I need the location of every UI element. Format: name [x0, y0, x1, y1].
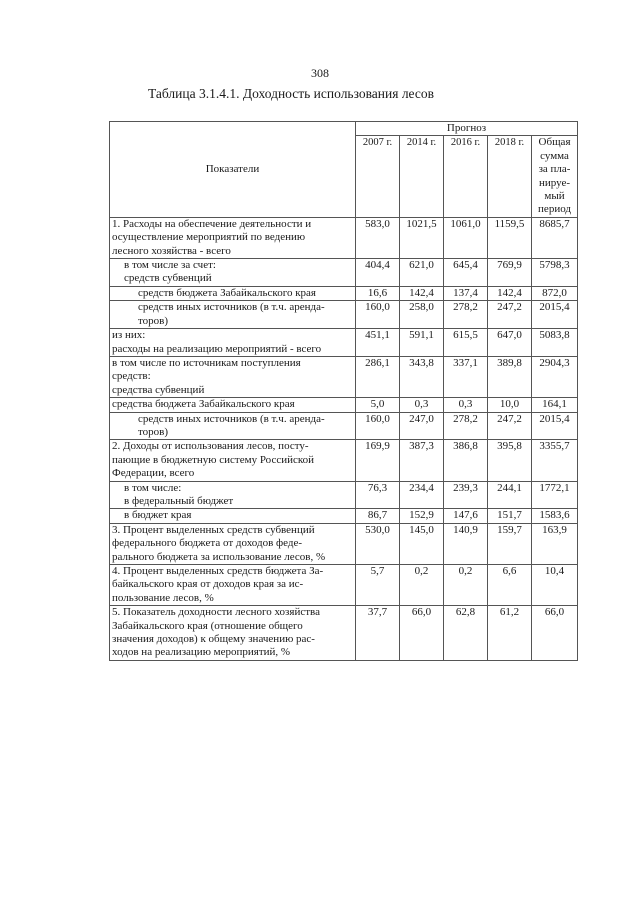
header-total-line: период — [538, 203, 571, 216]
row-value: 247,2 — [488, 412, 532, 440]
row-value: 164,1 — [532, 398, 578, 412]
row-value: 1021,5 — [400, 217, 444, 258]
row-value: 278,2 — [444, 412, 488, 440]
row-label-line: лесного хозяйства - всего — [112, 244, 231, 257]
row-label — [110, 398, 356, 412]
row-value: 0,2 — [400, 565, 444, 606]
row-value: 10,0 — [488, 398, 532, 412]
row-label-line: средств бюджета Забайкальского края — [138, 286, 316, 299]
table-row — [110, 509, 578, 523]
row-label — [110, 481, 356, 509]
row-value: 5,7 — [356, 565, 400, 606]
row-value: 278,2 — [444, 301, 488, 329]
row-value: 343,8 — [400, 356, 444, 397]
row-label — [110, 606, 356, 661]
row-value: 152,9 — [400, 509, 444, 523]
row-value: 61,2 — [488, 606, 532, 661]
row-label-line: средства субвенций — [112, 383, 205, 396]
table-row — [110, 440, 578, 481]
row-label — [110, 329, 356, 357]
row-label-line: пающие в бюджетную систему Российской — [112, 453, 315, 466]
row-value: 234,4 — [400, 481, 444, 509]
row-label — [110, 356, 356, 397]
row-value: 66,0 — [532, 606, 578, 661]
row-value: 615,5 — [444, 329, 488, 357]
row-label-line: рального бюджета за использование лесов, % — [112, 550, 326, 563]
row-value: 159,7 — [488, 523, 532, 564]
row-value: 2015,4 — [532, 412, 578, 440]
table-row — [110, 217, 578, 258]
row-value: 2015,4 — [532, 301, 578, 329]
row-label — [110, 217, 356, 258]
row-value: 76,3 — [356, 481, 400, 509]
row-value: 1772,1 — [532, 481, 578, 509]
row-label-line: в том числе: — [124, 481, 182, 494]
row-value: 86,7 — [356, 509, 400, 523]
row-value: 147,6 — [444, 509, 488, 523]
row-value: 1583,6 — [532, 509, 578, 523]
row-label-line: в том числе по источникам поступления — [112, 356, 301, 369]
row-value: 140,9 — [444, 523, 488, 564]
row-label-line: осуществление мероприятий по ведению — [112, 231, 306, 244]
row-label — [110, 523, 356, 564]
row-label-line: торов) — [138, 425, 169, 438]
header-row-forecast — [110, 122, 578, 136]
row-value: 621,0 — [400, 259, 444, 287]
row-value: 872,0 — [532, 286, 578, 300]
table-row — [110, 356, 578, 397]
header-indicator: Показатели — [110, 122, 356, 218]
row-value: 769,9 — [488, 259, 532, 287]
header-total-line: сумма — [540, 149, 569, 162]
row-label-line: средств иных источников (в т.ч. аренда- — [138, 412, 325, 425]
row-value: 137,4 — [444, 286, 488, 300]
row-value: 451,1 — [356, 329, 400, 357]
row-value: 647,0 — [488, 329, 532, 357]
row-value: 258,0 — [400, 301, 444, 329]
row-label-line: 3. Процент выделенных средств субвенций — [112, 523, 315, 536]
row-value: 395,8 — [488, 440, 532, 481]
row-label-line: в бюджет края — [124, 509, 192, 522]
row-value: 1159,5 — [488, 217, 532, 258]
row-label-line: 5. Показатель доходности лесного хозяйства — [112, 606, 320, 619]
row-value: 151,7 — [488, 509, 532, 523]
row-value: 530,0 — [356, 523, 400, 564]
table-row — [110, 481, 578, 509]
row-label — [110, 301, 356, 329]
row-value: 1061,0 — [444, 217, 488, 258]
table-row — [110, 301, 578, 329]
table-row — [110, 565, 578, 606]
page-number: 308 — [311, 66, 329, 80]
row-value: 0,3 — [400, 398, 444, 412]
row-label — [110, 286, 356, 300]
row-value: 169,9 — [356, 440, 400, 481]
row-label — [110, 412, 356, 440]
row-label — [110, 440, 356, 481]
row-value: 239,3 — [444, 481, 488, 509]
row-value: 3355,7 — [532, 440, 578, 481]
table-body — [110, 217, 578, 660]
row-value: 337,1 — [444, 356, 488, 397]
row-value: 244,1 — [488, 481, 532, 509]
row-label — [110, 509, 356, 523]
header-year: 2016 г. — [444, 136, 488, 217]
row-label-line: значения доходов) к общему значению рас- — [112, 633, 315, 646]
row-value: 10,4 — [532, 565, 578, 606]
row-value: 591,1 — [400, 329, 444, 357]
row-label-line: средства бюджета Забайкальского края — [112, 398, 295, 411]
row-value: 142,4 — [488, 286, 532, 300]
row-value: 0,2 — [444, 565, 488, 606]
row-label-line: в федеральный бюджет — [124, 494, 234, 507]
row-label-line: из них: — [112, 329, 146, 342]
row-label-line: байкальского края от доходов края за ис- — [112, 578, 304, 591]
row-value: 16,6 — [356, 286, 400, 300]
row-value: 404,4 — [356, 259, 400, 287]
row-label-line: расходы на реализацию мероприятий - всего — [112, 342, 322, 355]
header-total — [532, 136, 578, 217]
row-label-line: ходов на реализацию мероприятий, % — [112, 646, 291, 659]
row-label-line: Федерации, всего — [112, 467, 195, 480]
row-label-line: 4. Процент выделенных средств бюджета За- — [112, 565, 324, 577]
header-total-line: мый — [544, 190, 565, 203]
row-value: 286,1 — [356, 356, 400, 397]
row-value: 386,8 — [444, 440, 488, 481]
header-year: 2018 г. — [488, 136, 532, 217]
table-row — [110, 606, 578, 661]
row-value: 0,3 — [444, 398, 488, 412]
row-value: 66,0 — [400, 606, 444, 661]
row-value: 5083,8 — [532, 329, 578, 357]
header-total-line: Общая — [538, 136, 571, 149]
row-value: 2904,3 — [532, 356, 578, 397]
row-value: 160,0 — [356, 301, 400, 329]
row-label-line: средств иных источников (в т.ч. аренда- — [138, 301, 325, 314]
row-label-line: 1. Расходы на обеспечение деятельности и — [112, 217, 312, 230]
row-value: 247,0 — [400, 412, 444, 440]
row-value: 8685,7 — [532, 217, 578, 258]
row-label-line: средств: — [112, 370, 151, 383]
row-value: 145,0 — [400, 523, 444, 564]
table-title: Таблица 3.1.4.1. Доходность использования лесов — [148, 86, 434, 101]
row-label — [110, 259, 356, 287]
row-label-line: пользование лесов, % — [112, 591, 214, 604]
row-value: 247,2 — [488, 301, 532, 329]
row-label-line: торов) — [138, 314, 169, 327]
row-value: 160,0 — [356, 412, 400, 440]
row-label-line: Забайкальского края (отношение общего — [112, 619, 303, 632]
row-value: 6,6 — [488, 565, 532, 606]
table-row — [110, 412, 578, 440]
row-value: 387,3 — [400, 440, 444, 481]
table-row — [110, 286, 578, 300]
table-row — [110, 329, 578, 357]
table-row — [110, 259, 578, 287]
row-value: 645,4 — [444, 259, 488, 287]
header-forecast: Прогноз — [356, 122, 578, 136]
header-total-line: за пла- — [538, 163, 571, 176]
row-label-line: 2. Доходы от использования лесов, посту- — [112, 440, 309, 453]
row-value: 5,0 — [356, 398, 400, 412]
row-value: 583,0 — [356, 217, 400, 258]
row-label-line: федерального бюджета от доходов феде- — [112, 537, 303, 550]
table-row — [110, 523, 578, 564]
row-value: 142,4 — [400, 286, 444, 300]
row-label-line: средств субвенций — [124, 272, 212, 285]
row-value: 37,7 — [356, 606, 400, 661]
header-total-line: нируе- — [539, 176, 571, 189]
row-value: 389,8 — [488, 356, 532, 397]
header-year: 2014 г. — [400, 136, 444, 217]
row-label-line: в том числе за счет: — [124, 259, 216, 272]
table-row — [110, 398, 578, 412]
row-value: 163,9 — [532, 523, 578, 564]
row-value: 62,8 — [444, 606, 488, 661]
data-table — [109, 121, 578, 661]
row-value: 5798,3 — [532, 259, 578, 287]
header-year: 2007 г. — [356, 136, 400, 217]
row-label — [110, 565, 356, 606]
